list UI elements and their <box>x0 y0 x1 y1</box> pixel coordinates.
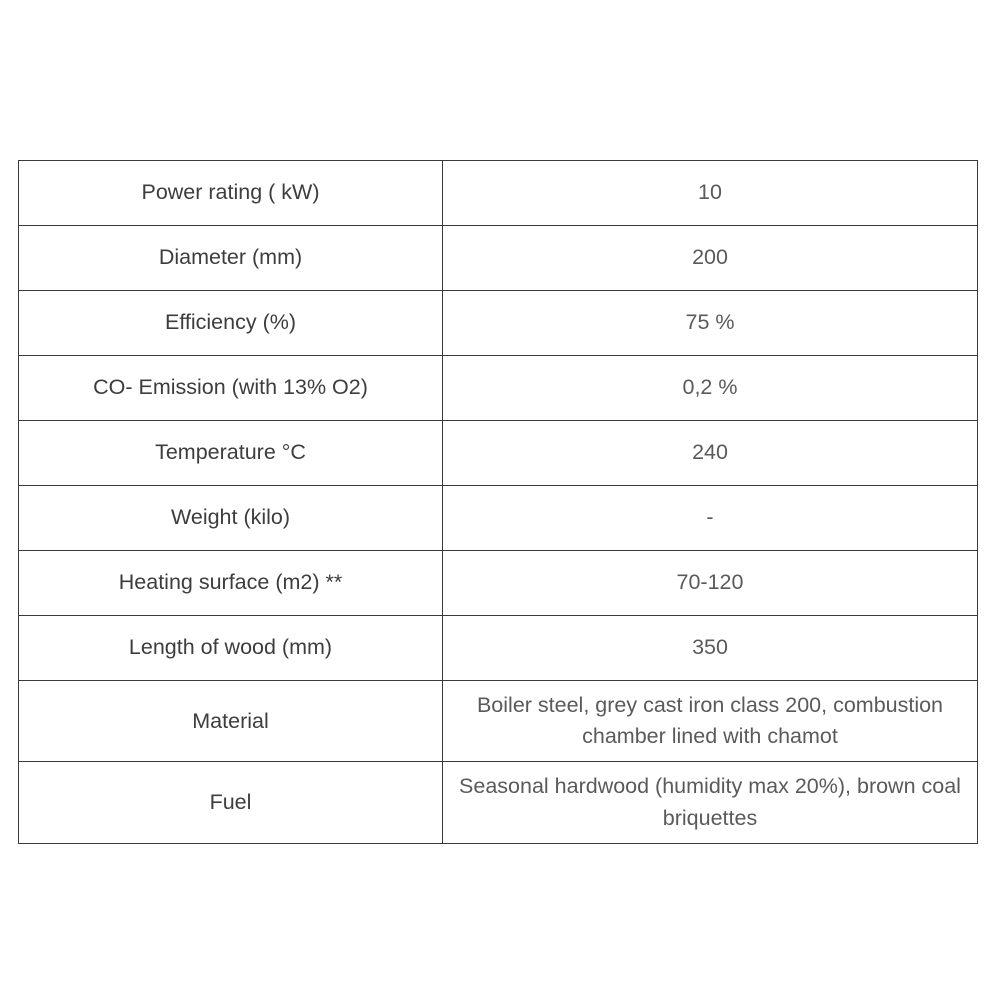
spec-label-cell: Diameter (mm) <box>19 226 443 291</box>
spec-table-container <box>18 160 978 844</box>
technical-specifications-table <box>18 160 978 844</box>
spec-value-cell: 70-120 <box>443 551 978 616</box>
table-row <box>19 762 978 843</box>
table-body <box>19 161 978 844</box>
table-row <box>19 421 978 486</box>
table-row <box>19 291 978 356</box>
spec-label-cell: Efficiency (%) <box>19 291 443 356</box>
spec-label-cell: Material <box>19 681 443 762</box>
spec-value-cell: 200 <box>443 226 978 291</box>
table-row <box>19 226 978 291</box>
spec-value-cell: Seasonal hardwood (humidity max 20%), brown coal briquettes <box>443 762 978 843</box>
table-row <box>19 616 978 681</box>
spec-value-cell: 10 <box>443 161 978 226</box>
spec-label-cell: Temperature °C <box>19 421 443 486</box>
table-row <box>19 356 978 421</box>
spec-label-cell: Length of wood (mm) <box>19 616 443 681</box>
spec-value-cell: 240 <box>443 421 978 486</box>
spec-value-cell: Boiler steel, grey cast iron class 200, combustion chamber lined with chamot <box>443 681 978 762</box>
spec-label-cell: Weight (kilo) <box>19 486 443 551</box>
spec-value-cell: - <box>443 486 978 551</box>
table-row <box>19 486 978 551</box>
spec-value-cell: 0,2 % <box>443 356 978 421</box>
table-row <box>19 551 978 616</box>
spec-label-cell: Heating surface (m2) ** <box>19 551 443 616</box>
table-row <box>19 161 978 226</box>
spec-label-cell: CO- Emission (with 13% O2) <box>19 356 443 421</box>
spec-label-cell: Power rating ( kW) <box>19 161 443 226</box>
spec-value-cell: 350 <box>443 616 978 681</box>
spec-value-cell: 75 % <box>443 291 978 356</box>
spec-label-cell: Fuel <box>19 762 443 843</box>
table-row <box>19 681 978 762</box>
